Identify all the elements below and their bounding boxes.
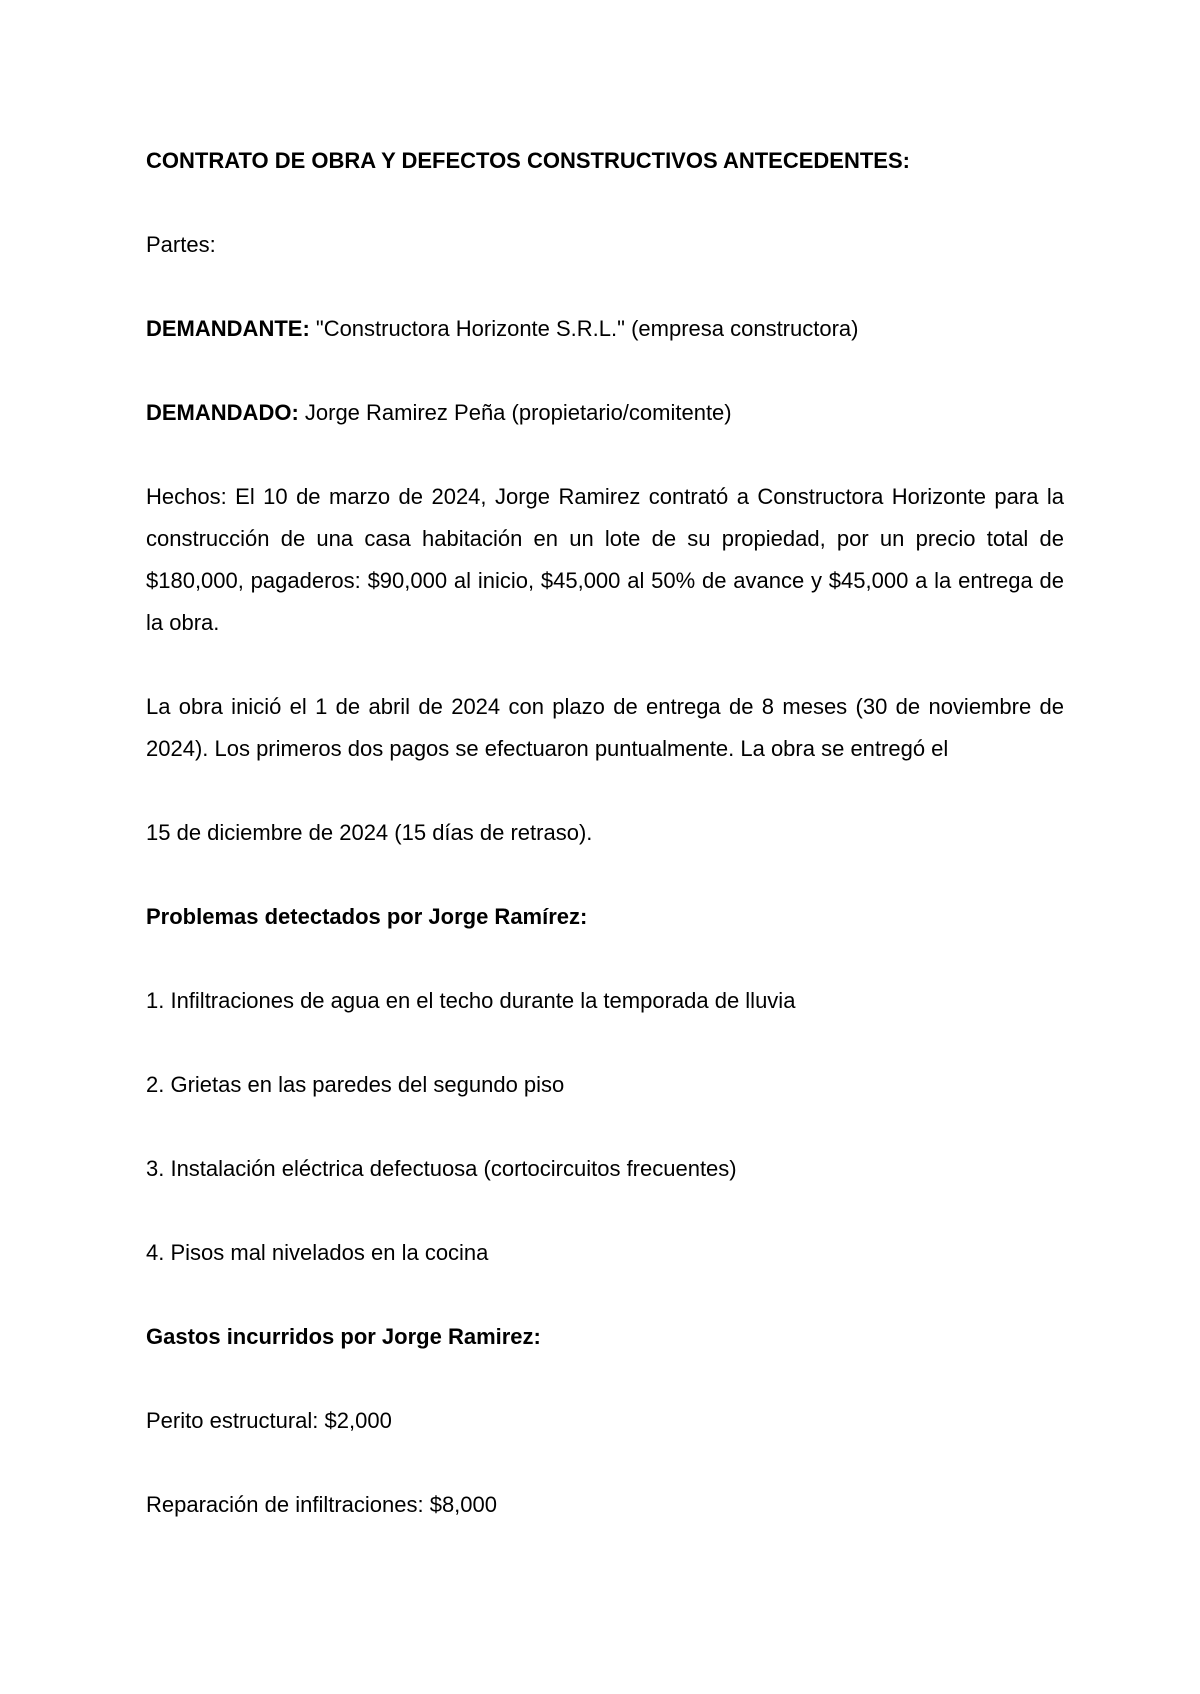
demandado-value: Jorge Ramirez Peña (propietario/comitente): [298, 400, 732, 425]
problemas-heading: Problemas detectados por Jorge Ramírez:: [146, 904, 588, 929]
partes-label: Partes:: [146, 232, 216, 257]
document-body: [146, 140, 1064, 1568]
demandado-label: DEMANDADO:: [146, 400, 299, 425]
gastos-heading: Gastos incurridos por Jorge Ramirez:: [146, 1324, 541, 1349]
document-title: CONTRATO DE OBRA Y DEFECTOS CONSTRUCTIVOS ANTECEDENTES:: [146, 148, 910, 173]
hechos-paragraph: Hechos: El 10 de marzo de 2024, Jorge Ramirez contrató a Constructora Horizonte para la construcción de una casa habitación en un lote de su propiedad, por un precio total de $180,000, pagaderos: $90,000 al inicio, $45,000 al 50% de avance y $45,000 a la entrega de la obra.: [146, 484, 1064, 635]
demandante-value: "Constructora Horizonte S.R.L." (empresa constructora): [309, 316, 859, 341]
problema-item: 3. Instalación eléctrica defectuosa (cortocircuitos frecuentes): [146, 1156, 737, 1181]
demandante-label: DEMANDANTE:: [146, 316, 310, 341]
gasto-item: Reparación de infiltraciones: $8,000: [146, 1492, 498, 1517]
obra-entrega-paragraph: 15 de diciembre de 2024 (15 días de retraso).: [146, 820, 593, 845]
problema-item: 1. Infiltraciones de agua en el techo durante la temporada de lluvia: [146, 988, 796, 1013]
problema-item: 2. Grietas en las paredes del segundo piso: [146, 1072, 565, 1097]
demandado-line: [146, 392, 1064, 434]
gasto-item: Perito estructural: $2,000: [146, 1408, 392, 1433]
problema-item: 4. Pisos mal nivelados en la cocina: [146, 1240, 489, 1265]
demandante-line: [146, 308, 1064, 350]
obra-inicio-paragraph: La obra inició el 1 de abril de 2024 con plazo de entrega de 8 meses (30 de noviembre de 2024). Los primeros dos pagos se efectuaron puntualmente. La obra se entregó el: [146, 694, 1064, 761]
